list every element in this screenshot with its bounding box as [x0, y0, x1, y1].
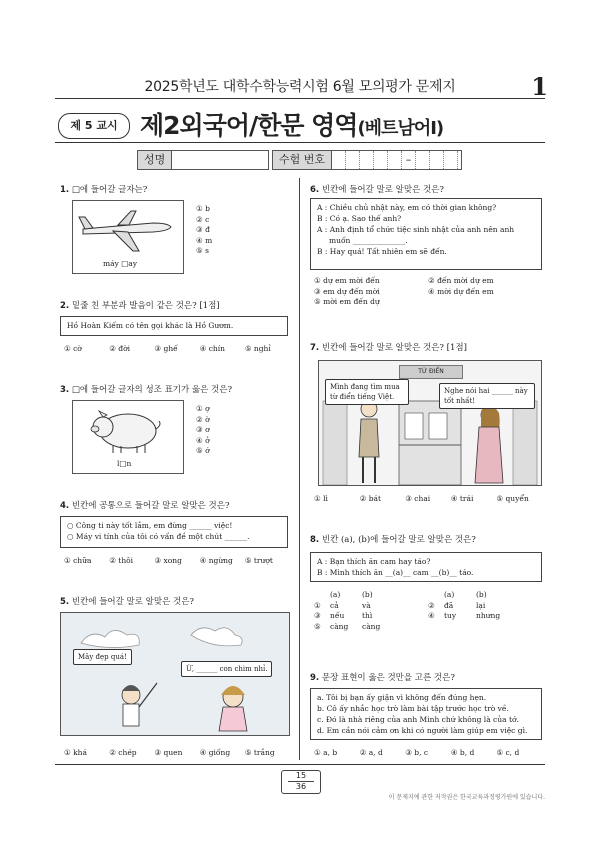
q8-head-b-2: (b) — [476, 590, 487, 599]
q3-word: l□n — [117, 459, 132, 468]
q5-option-1[interactable]: ① khá — [64, 748, 87, 757]
q8-row-2[interactable]: ③ nếu thì ④ tuy nhưng — [314, 611, 501, 620]
q8-options-table — [314, 590, 542, 632]
q1-option-1[interactable]: ① b — [196, 204, 210, 213]
q8-line-a: A : Bạn thích ăn cam hay táo? — [317, 557, 431, 566]
bookstore-image — [318, 360, 542, 486]
q8-dialogue — [310, 552, 542, 582]
q6-option-5[interactable]: ⑤ mời em đến dự — [314, 297, 380, 306]
q4-options — [64, 556, 290, 565]
q6-option-4[interactable]: ④ mời dự đến em — [428, 286, 494, 296]
period-badge: 제 5 교시 — [58, 113, 130, 139]
q1-word: máy □ay — [103, 259, 137, 268]
exam-number-field[interactable] — [272, 150, 462, 170]
q8-head-a-2: (a) — [444, 590, 455, 599]
q6-line-3: A : Anh định tổ chức tiệc sinh nhật của anh nên anh — [317, 225, 515, 234]
q7-option-2[interactable]: ② bát — [359, 494, 381, 503]
q8-row-1[interactable]: ① cả và ② đã lại — [314, 600, 486, 610]
sky-scene-image — [60, 612, 290, 736]
page-number: 1 — [531, 72, 548, 101]
header-rule-2 — [55, 142, 545, 143]
page-total: 36 — [295, 782, 307, 791]
q4-line-2: ○ Máy vi tính của tôi có vấn đề một chút ______. — [67, 532, 250, 541]
q4-option-4[interactable]: ④ ngừng — [199, 556, 233, 565]
q4-option-3[interactable]: ③ xong — [154, 556, 182, 565]
q6-option-1[interactable]: ① dự em mời đến — [314, 276, 380, 285]
footer-rule — [55, 764, 545, 765]
q6-dialogue — [310, 198, 542, 270]
q7-sign: TỪ ĐIỂN — [399, 365, 463, 379]
q5-option-4[interactable]: ④ giống — [199, 748, 231, 757]
question-6: 6. 빈칸에 들어갈 말로 알맞은 것은? — [310, 185, 444, 195]
page-counter — [281, 770, 321, 794]
q2-option-3[interactable]: ③ ghế — [154, 344, 178, 353]
q6-line-1: A : Chiều chủ nhật này, em có thời gian không? — [317, 203, 497, 212]
q2-option-4[interactable]: ④ chín — [199, 344, 225, 353]
q7-option-1[interactable]: ① lì — [314, 494, 328, 503]
q3-option-1[interactable]: ① ợ — [196, 404, 210, 413]
exam-number-label: 수험 번호 — [273, 151, 332, 169]
q1-option-3[interactable]: ③ đ — [196, 225, 210, 234]
question-4: 4. 빈칸에 공통으로 들어갈 말로 알맞은 것은? — [60, 501, 230, 511]
q6-option-3[interactable]: ③ em dự đến mời — [314, 286, 380, 296]
q9-option-4[interactable]: ④ b, d — [450, 748, 475, 757]
pig-image — [72, 400, 184, 474]
question-9: 9. 문장 표현이 옳은 것만을 고른 것은? — [310, 673, 455, 683]
q6-line-4: muốn ______________. — [329, 236, 408, 245]
page-current: 15 — [288, 771, 314, 782]
q5-option-2[interactable]: ② chép — [109, 748, 137, 757]
q4-option-5[interactable]: ⑤ trượt — [244, 556, 273, 565]
column-divider — [299, 178, 300, 760]
q5-bubble-left: Mây đẹp quá! — [73, 649, 132, 665]
q2-options — [64, 344, 290, 353]
q1-option-4[interactable]: ④ m — [196, 235, 213, 245]
q3-options — [196, 404, 210, 457]
exam-title: 2025학년도 대학수학능력시험 6월 모의평가 문제지 — [144, 79, 456, 95]
q9-line-d: d. Em cần nói cảm ơn khi có người làm giúp em việc gì. — [317, 726, 528, 735]
q6-line-2: B : Có ạ. Sao thế anh? — [317, 214, 402, 223]
q8-head-a-1: (a) — [330, 590, 341, 599]
question-5: 5. 빈칸에 들어갈 말로 알맞은 것은? — [60, 597, 194, 607]
q3-option-4[interactable]: ④ ở — [196, 435, 210, 445]
q5-bubble-right: Ừ, ______ con chim nhỉ. — [181, 661, 272, 677]
header-rule — [55, 98, 545, 99]
airplane-image — [72, 200, 184, 274]
question-7: 7. 빈칸에 들어갈 말로 알맞은 것은? [1점] — [310, 343, 467, 353]
q3-option-2[interactable]: ② ờ — [196, 414, 210, 424]
question-3: 3. □에 들어갈 글자의 성조 표기가 옳은 것은? — [60, 385, 233, 395]
q8-row-3[interactable]: ⑤ càng càng — [314, 621, 381, 631]
q6-line-5: B : Hay quá! Tất nhiên em sẽ đến. — [317, 247, 447, 256]
exam-number-dash: – — [402, 151, 416, 169]
q7-option-5[interactable]: ⑤ quyển — [496, 494, 529, 503]
q7-option-4[interactable]: ④ trái — [450, 494, 474, 503]
q7-bubble-right: Nghe nói hai ______ này tốt nhất! — [439, 383, 535, 409]
q9-option-2[interactable]: ② a, d — [359, 748, 383, 757]
q8-line-b: B : Mình thích ăn __(a)__ cam __(b)__ táo. — [317, 568, 474, 577]
q4-box — [60, 516, 288, 548]
subject-sub: (베트남어Ⅰ) — [357, 118, 444, 139]
q9-box — [310, 688, 542, 740]
q7-bubble-left: Mình đang tìm mua từ điển tiếng Việt. — [325, 379, 409, 405]
copyright-note: 이 문제지에 관한 저작권은 한국교육과정평가원에 있습니다. — [388, 794, 545, 801]
q7-option-3[interactable]: ③ chai — [405, 494, 431, 503]
q2-option-1[interactable]: ① cờ — [64, 344, 82, 353]
subject-main: 제2외국어/한문 영역 — [140, 111, 358, 140]
q4-option-1[interactable]: ① chữa — [64, 556, 92, 565]
q5-options — [64, 748, 290, 757]
name-field[interactable] — [137, 150, 269, 170]
q3-option-3[interactable]: ③ ơ — [196, 425, 210, 434]
name-label: 성명 — [138, 151, 172, 169]
q5-option-5[interactable]: ⑤ trắng — [244, 748, 275, 757]
q9-line-a: a. Tôi bị bạn ấy giận vì không đến đúng hẹn. — [317, 693, 487, 702]
question-8: 8. 빈칸 (a), (b)에 들어갈 말로 알맞은 것은? — [310, 535, 476, 545]
q1-option-5[interactable]: ⑤ s — [196, 246, 209, 255]
q6-options — [314, 276, 542, 308]
q9-line-b: b. Cô ấy nhắc học trò làm bài tập trước học trò về. — [317, 704, 509, 713]
q2-option-5[interactable]: ⑤ nghỉ — [244, 344, 271, 353]
q6-option-2[interactable]: ② đến mời dự em — [428, 276, 494, 285]
q5-option-3[interactable]: ③ quen — [154, 748, 183, 757]
q4-line-1: ○ Công ti này tốt lắm, em đừng ______ việc! — [67, 521, 233, 530]
q1-options — [196, 204, 212, 257]
q9-options — [314, 748, 542, 757]
question-1: 1. □에 들어갈 글자는? — [60, 185, 148, 195]
q2-sentence: Hồ Hoàn Kiếm có tên gọi khác là Hồ Gươm. — [60, 316, 288, 336]
q9-option-3[interactable]: ③ b, c — [405, 748, 429, 757]
q3-option-5[interactable]: ⑤ ớ — [196, 446, 210, 455]
q2-option-2[interactable]: ② đời — [109, 344, 131, 353]
q8-head-b-1: (b) — [362, 590, 373, 599]
q7-options — [314, 494, 542, 503]
q1-option-2[interactable]: ② c — [196, 214, 210, 224]
q9-line-c: c. Đó là nhà riêng của anh Minh chứ không là của tớ. — [317, 715, 519, 724]
q4-option-2[interactable]: ② thôi — [109, 556, 134, 565]
q9-option-5[interactable]: ⑤ c, d — [496, 748, 520, 757]
subject-title — [140, 106, 443, 142]
q9-option-1[interactable]: ① a, b — [314, 748, 338, 757]
question-2: 2. 밑줄 친 부분과 발음이 같은 것은? [1점] — [60, 301, 220, 311]
